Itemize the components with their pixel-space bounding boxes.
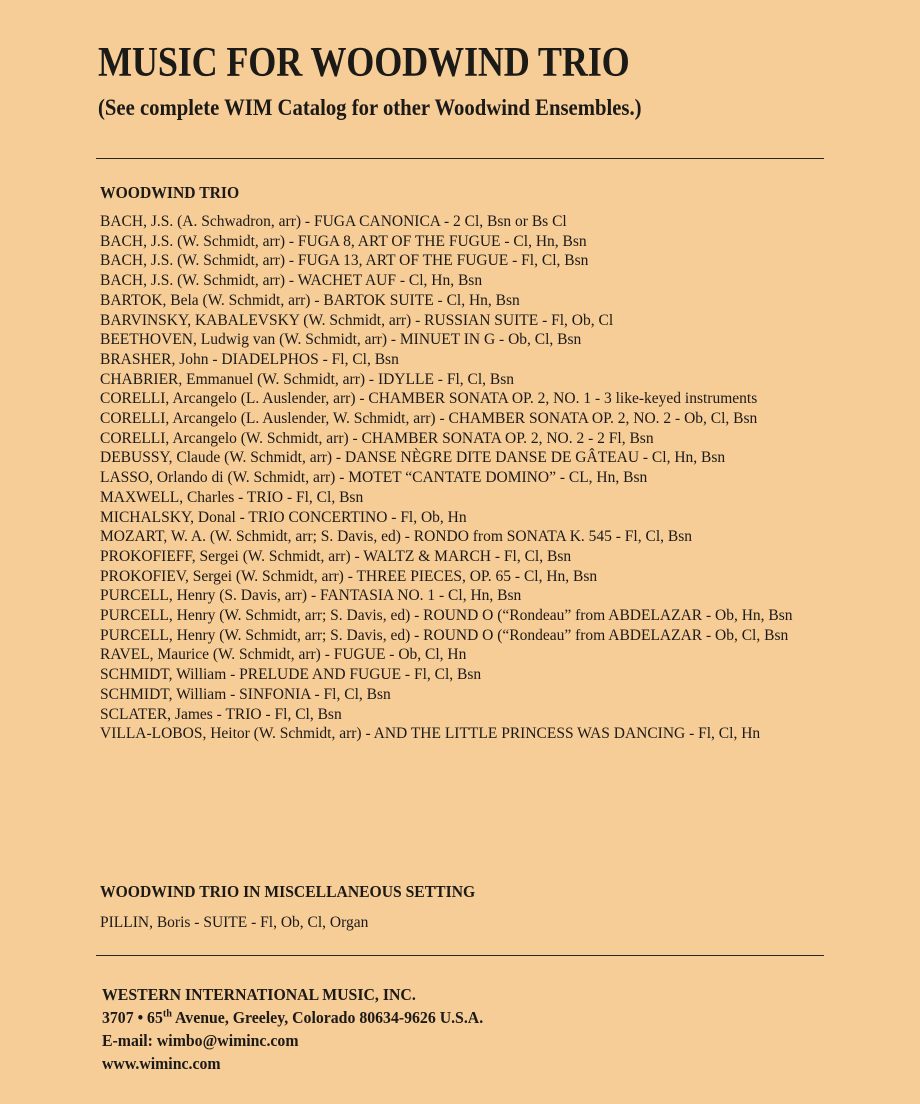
list-item: PILLIN, Boris - SUITE - Fl, Ob, Cl, Organ: [100, 914, 369, 931]
list-item: BRASHER, John - DIADELPHOS - Fl, Cl, Bsn: [100, 350, 399, 368]
page-subtitle: (See complete WIM Catalog for other Woodwind Ensembles.): [98, 95, 642, 120]
address-street: Avenue, Greeley, Colorado 80634-9626 U.S.A.: [171, 1008, 484, 1027]
list-item: BACH, J.S. (W. Schmidt, arr) - FUGA 8, ART OF THE FUGUE - Cl, Hn, Bsn: [100, 232, 587, 250]
top-divider: [96, 158, 824, 159]
list-item: BARVINSKY, KABALEVSKY (W. Schmidt, arr) - RUSSIAN SUITE - Fl, Ob, Cl: [100, 311, 614, 329]
bottom-divider: [96, 955, 824, 956]
miscellaneous-list: [100, 913, 820, 933]
list-item: CORELLI, Arcangelo (L. Auslender, W. Schmidt, arr) - CHAMBER SONATA OP. 2, NO. 2 - Ob, Cl, Bsn: [100, 410, 758, 428]
company-name: WESTERN INTERNATIONAL MUSIC, INC.: [102, 985, 416, 1004]
list-item: BACH, J.S. (W. Schmidt, arr) - WACHET AUF - Cl, Hn, Bsn: [100, 272, 483, 290]
list-item: SCHMIDT, William - PRELUDE AND FUGUE - Fl, Cl, Bsn: [100, 666, 482, 684]
list-item: CORELLI, Arcangelo (W. Schmidt, arr) - CHAMBER SONATA OP. 2, NO. 2 - 2 Fl, Bsn: [100, 429, 654, 447]
email-address: E-mail: wimbo@wiminc.com: [102, 1031, 299, 1050]
list-item: MOZART, W. A. (W. Schmidt, arr; S. Davis, ed) - RONDO from SONATA K. 545 - Fl, Cl, Bsn: [100, 528, 692, 546]
publisher-footer: [102, 983, 483, 1075]
address-number: 3707 • 65: [102, 1008, 163, 1027]
address-ordinal: th: [162, 1007, 172, 1020]
list-item: MAXWELL, Charles - TRIO - Fl, Cl, Bsn: [100, 488, 364, 506]
list-item: BACH, J.S. (W. Schmidt, arr) - FUGA 13, ART OF THE FUGUE - Fl, Cl, Bsn: [100, 252, 589, 270]
list-item: BEETHOVEN, Ludwig van (W. Schmidt, arr) - MINUET IN G - Ob, Cl, Bsn: [100, 331, 582, 349]
list-item: SCLATER, James - TRIO - Fl, Cl, Bsn: [100, 705, 342, 723]
list-item: CHABRIER, Emmanuel (W. Schmidt, arr) - IDYLLE - Fl, Cl, Bsn: [100, 370, 515, 388]
list-item: LASSO, Orlando di (W. Schmidt, arr) - MOTET “CANTATE DOMINO” - CL, Hn, Bsn: [100, 469, 648, 487]
section-heading-miscellaneous: WOODWIND TRIO IN MISCELLANEOUS SETTING: [100, 882, 476, 901]
section-heading-woodwind-trio: WOODWIND TRIO: [100, 183, 240, 202]
list-item: MICHALSKY, Donal - TRIO CONCERTINO - Fl, Ob, Hn: [100, 508, 467, 526]
list-item: PURCELL, Henry (W. Schmidt, arr; S. Davis, ed) - ROUND O (“Rondeau” from ABDELAZAR - Ob, Cl, Bsn: [100, 626, 789, 644]
list-item: DEBUSSY, Claude (W. Schmidt, arr) - DANSE NÈGRE DITE DANSE DE GÂTEAU - Cl, Hn, Bsn: [100, 449, 726, 467]
page-title: MUSIC FOR WOODWIND TRIO: [98, 40, 630, 86]
list-item: RAVEL, Maurice (W. Schmidt, arr) - FUGUE - Ob, Cl, Hn: [100, 646, 467, 664]
list-item: BARTOK, Bela (W. Schmidt, arr) - BARTOK SUITE - Cl, Hn, Bsn: [100, 291, 520, 309]
list-item: SCHMIDT, William - SINFONIA - Fl, Cl, Bsn: [100, 685, 391, 703]
list-item: PROKOFIEV, Sergei (W. Schmidt, arr) - THREE PIECES, OP. 65 - Cl, Hn, Bsn: [100, 567, 598, 585]
list-item: PURCELL, Henry (S. Davis, arr) - FANTASIA NO. 1 - Cl, Hn, Bsn: [100, 587, 522, 605]
website-address: www.wiminc.com: [102, 1054, 221, 1073]
list-item: VILLA-LOBOS, Heitor (W. Schmidt, arr) - AND THE LITTLE PRINCESS WAS DANCING - Fl, Cl, Hn: [100, 725, 761, 743]
address: [102, 1006, 483, 1029]
list-item: PURCELL, Henry (W. Schmidt, arr; S. Davis, ed) - ROUND O (“Rondeau” from ABDELAZAR - Ob, Hn, Bsn: [100, 607, 793, 625]
list-item: PROKOFIEFF, Sergei (W. Schmidt, arr) - WALTZ & MARCH - Fl, Cl, Bsn: [100, 547, 572, 565]
list-item: CORELLI, Arcangelo (L. Auslender, arr) - CHAMBER SONATA OP. 2, NO. 1 - 3 like-keyed instruments: [100, 390, 758, 408]
woodwind-trio-list: [100, 212, 820, 744]
list-item: BACH, J.S. (A. Schwadron, arr) - FUGA CANONICA - 2 Cl, Bsn or Bs Cl: [100, 213, 567, 230]
